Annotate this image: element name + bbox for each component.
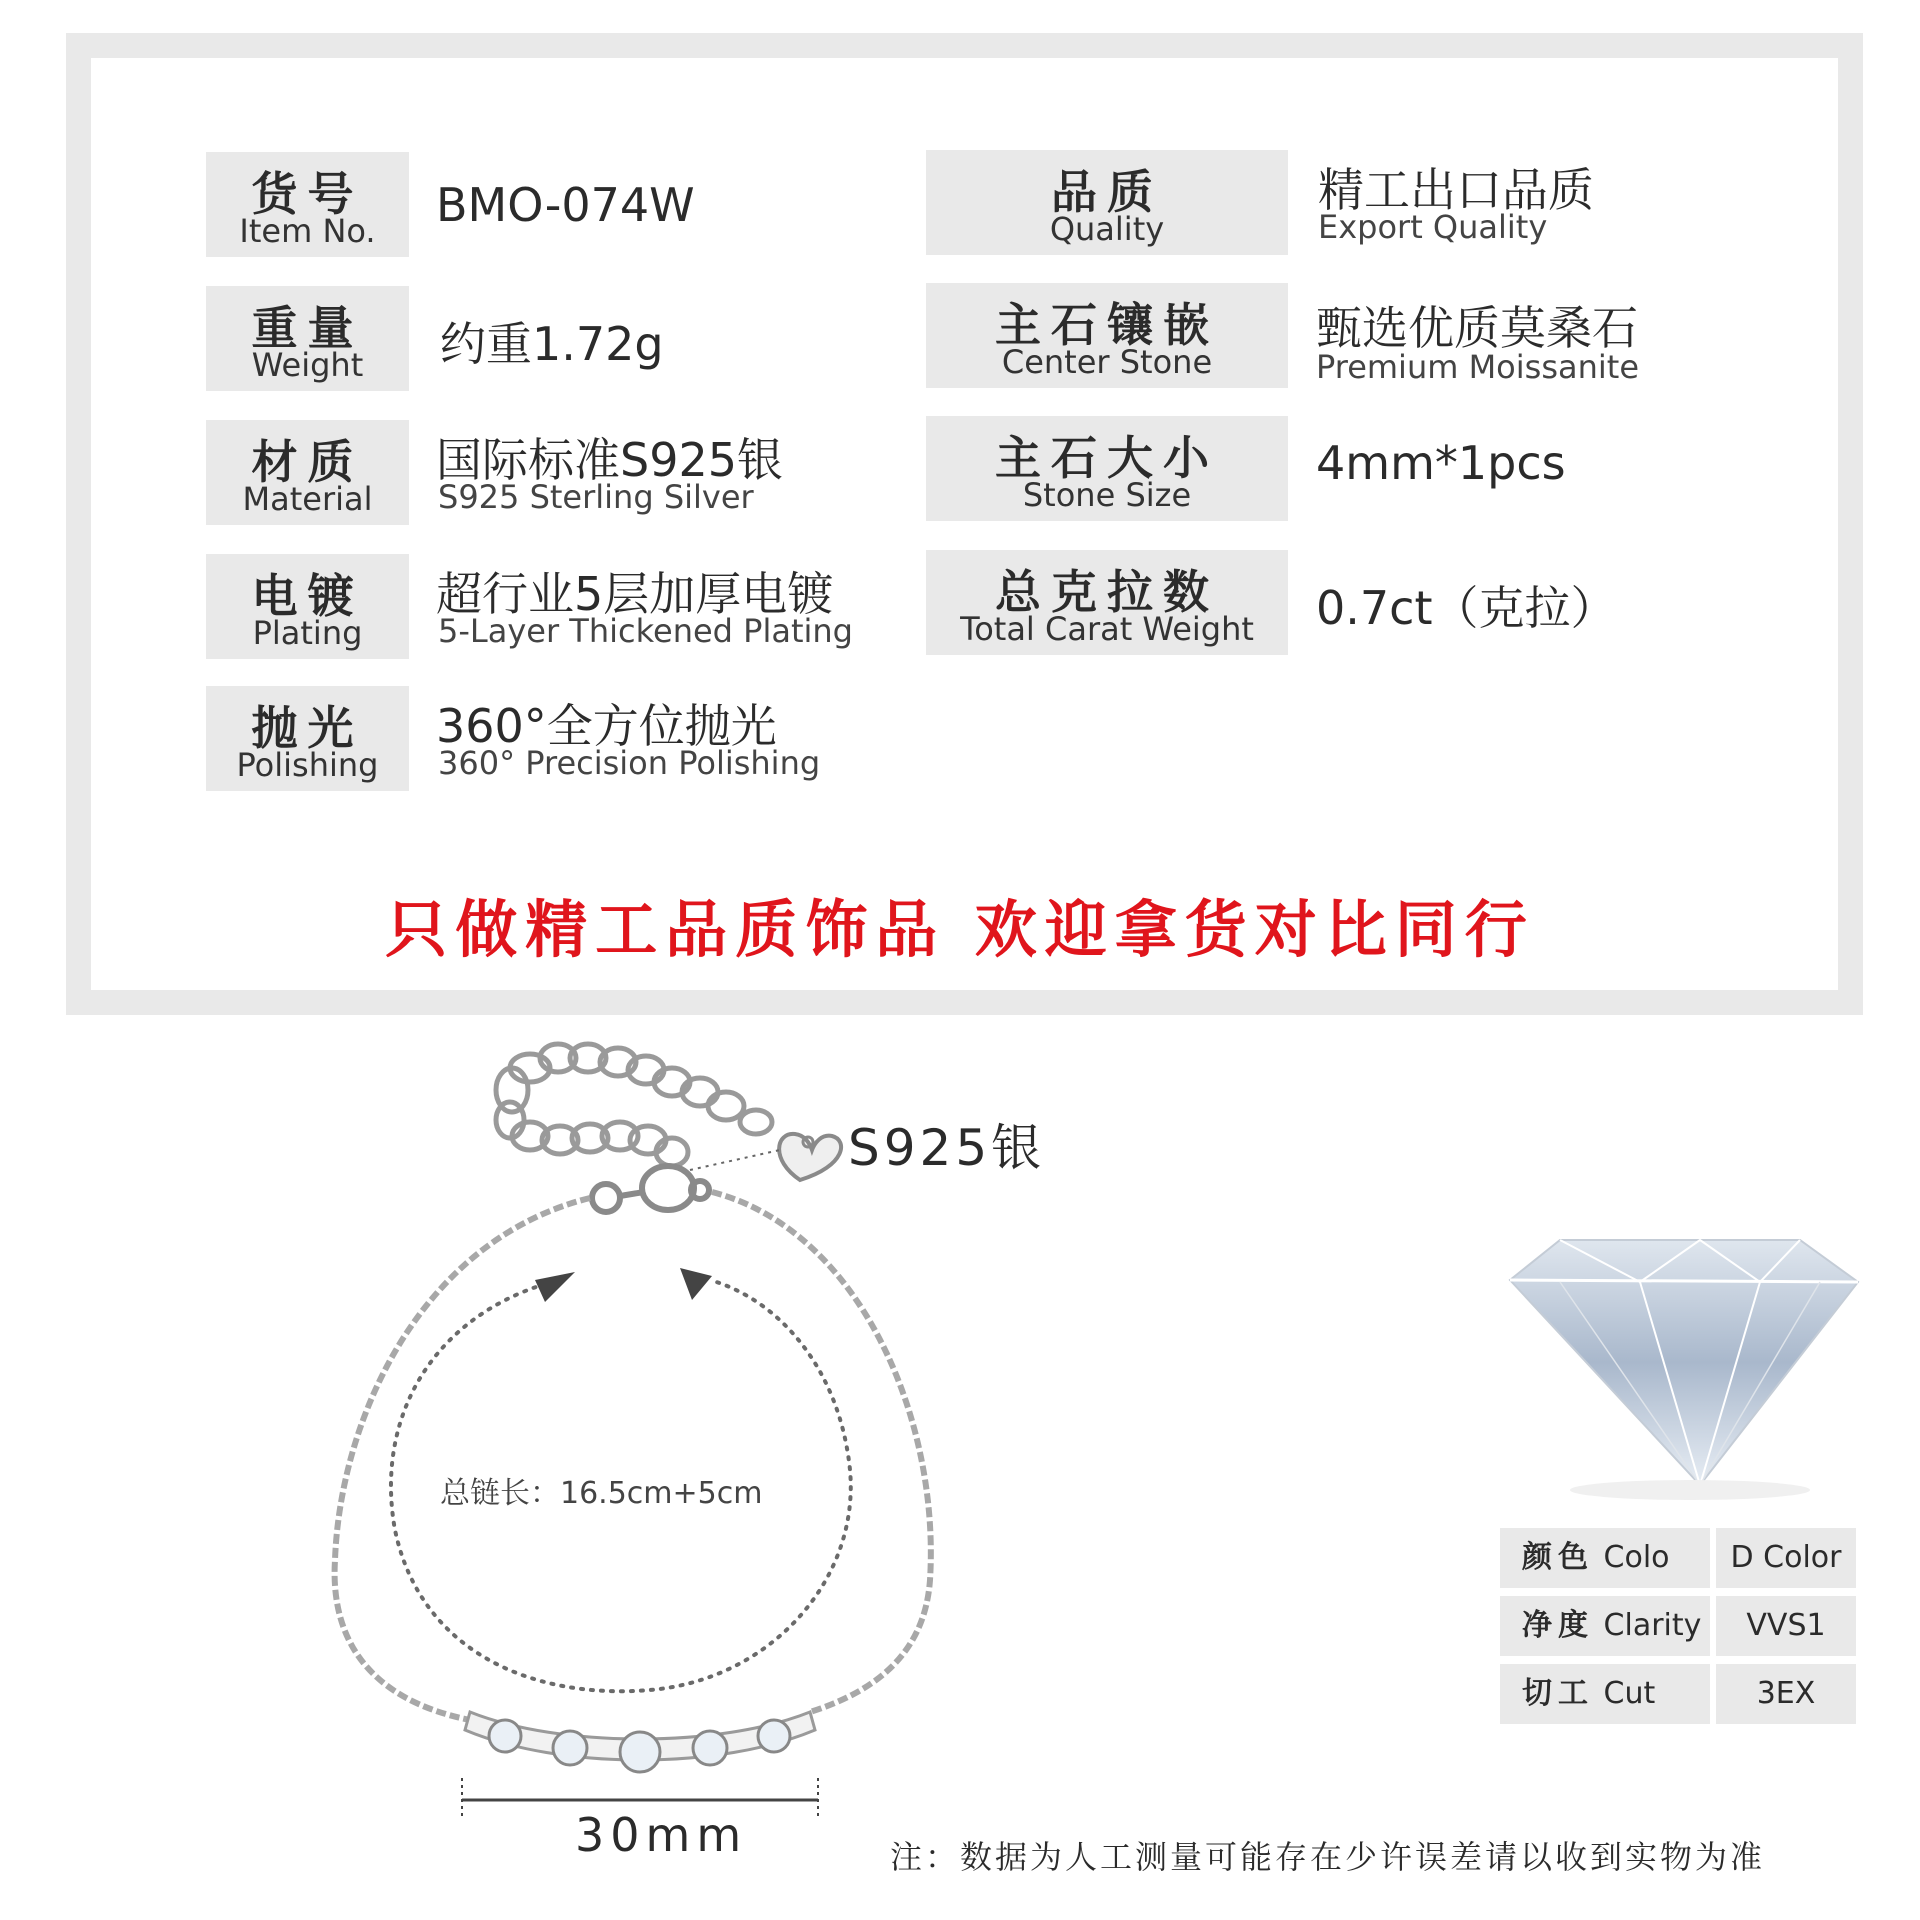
- arrow-right-icon: [680, 1268, 712, 1300]
- material-tag: S925银: [848, 1119, 1046, 1177]
- label-center-stone: 主石镶嵌 Center Stone: [926, 283, 1288, 388]
- moissanite-diamond-icon: [1510, 1240, 1858, 1500]
- value-plating-en: 5-Layer Thickened Plating: [438, 612, 853, 650]
- main-chain: [335, 1192, 931, 1720]
- extension-chain: [496, 1044, 772, 1166]
- value-item-no: BMO-074W: [436, 178, 695, 232]
- slogan: 只做精工品质饰品 欢迎拿货对比同行: [385, 893, 1535, 966]
- stone-bar: [465, 1712, 815, 1772]
- label-quality: 品质 Quality: [926, 150, 1288, 255]
- label-material: 材质 Material: [206, 420, 409, 525]
- value-material-en: S925 Sterling Silver: [438, 478, 754, 516]
- value-plating-cn: 超行业5层加厚电镀: [436, 567, 834, 621]
- value-weight: 约重1.72g: [440, 317, 664, 371]
- label-polishing: 抛光 Polishing: [206, 686, 409, 791]
- value-polishing-en: 360° Precision Polishing: [438, 744, 821, 782]
- label-stone-size: 主石大小 Stone Size: [926, 416, 1288, 521]
- chain-length: 总链长：16.5cm+5cm: [440, 1476, 763, 1511]
- stone-row-color-key: 颜色 Colo: [1500, 1528, 1710, 1588]
- stone-row-cut-value: 3EX: [1716, 1664, 1856, 1724]
- value-center-stone-en: Premium Moissanite: [1316, 348, 1639, 386]
- heart-tag-icon: [779, 1134, 841, 1180]
- stone-row-cut-key: 切工 Cut: [1500, 1664, 1710, 1724]
- value-quality-cn: 精工出口品质: [1318, 163, 1594, 217]
- value-center-stone-cn: 甄选优质莫桑石: [1316, 301, 1638, 355]
- lobster-clasp: [592, 1166, 709, 1212]
- label-weight: 重量 Weight: [206, 286, 409, 391]
- label-total-carat: 总克拉数 Total Carat Weight: [926, 550, 1288, 655]
- stone-row-clarity-key: 净度 Clarity: [1500, 1596, 1710, 1656]
- value-stone-size: 4mm*1pcs: [1316, 436, 1566, 490]
- bar-width: 30mm: [575, 1808, 748, 1862]
- stone-row-clarity-value: VVS1: [1716, 1596, 1856, 1656]
- value-polishing-cn: 360°全方位抛光: [436, 699, 777, 753]
- measurement-note: 注：数据为人工测量可能存在少许误差请以收到实物为准: [890, 1838, 1766, 1876]
- label-plating: 电镀 Plating: [206, 554, 409, 659]
- arrow-left-icon: [535, 1272, 575, 1302]
- label-item-no: 货号 Item No.: [206, 152, 409, 257]
- value-total-carat: 0.7ct（克拉）: [1316, 581, 1617, 635]
- stone-row-color-value: D Color: [1716, 1528, 1856, 1588]
- value-material-cn: 国际标准S925银: [436, 433, 783, 487]
- value-quality-en: Export Quality: [1318, 208, 1548, 246]
